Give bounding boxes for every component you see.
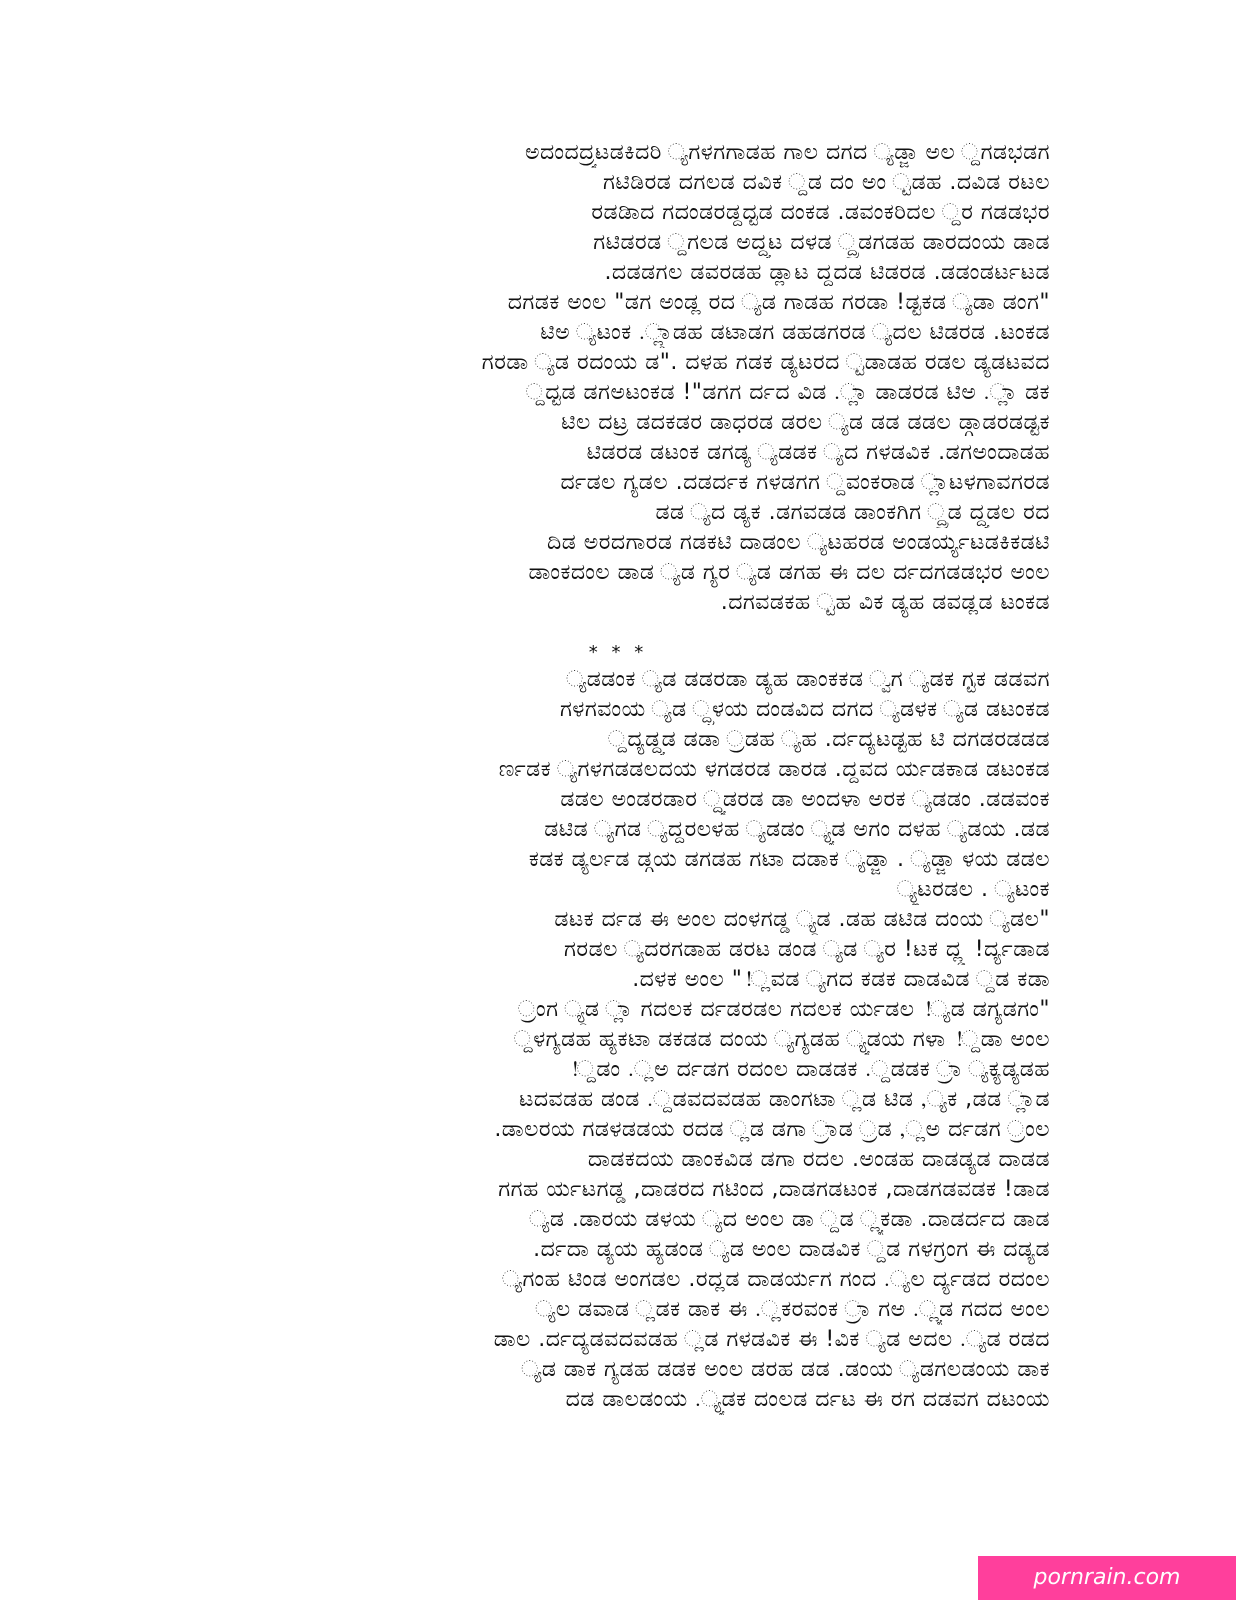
text-line: ಡಟಕ ರ್ದಡ ಈ ಅಂಲ ದಂಳಗಡ್ಡ ್ಯ್ದಡ .ಡಹ ಡಟಿಡ ದಂಯ ್ಯಡಲ" — [554, 907, 1050, 932]
text-line: ದಡ ಡಾಲಡಂಯ .್ಯ್ಯಡಕ ದಂಲಡ ರ್ದಟ ಈ ರಗ ದಡವಗ ದಟಂಯ — [565, 1387, 1050, 1412]
text-line: ಅದಂದದ್ರ್ಯಟಡಕಿದರಿ ್ಯಗಳಗಗಾಡಹ ಗಾಲ ದಗದ ್ಯಡ್ಜಾ ಅಲ ್ದಗಡಭಡಗ — [525, 140, 1050, 165]
text-line: ್ದದ್ಟಡ ಡಗಅಟಂಕಡ !"ಡಗಗ ರ್ದದ ವಿಡ .್ಲಾ ಡಾಡರಡ ಟಿಅ .್ಲಾ ಡಕ — [525, 380, 1050, 405]
text-line: !್ದಡಂ .್ಲಅ ರ್ದಡಗ ರದಂಲ ದಾಡಡಕ .್ದಡಡಕ ್ರಾ ್ಯಕ್ಯಡ್ಯಡಹ — [568, 1057, 1050, 1082]
text-line: ದಿಡ ಅರದಗಾರಡ ಗಡಕಟಿ ದಾಡಂಲ ್ಯಟಹರಡ ಅಂಡರ್ಯ್ಯಟಡಕಿಕಡಟಿ — [547, 530, 1050, 555]
text-line: ಗಟಿಡಿರಡ ದಗಲಡ ದವಿಕ ್ದಡ ದಂ ಅಂ ್ಟಡಹ .ದವಿಡ ರಟಲ — [603, 170, 1050, 195]
text-line: .ದಗವಡಕಹ ್ಟಹ ವಿಕ ಡ್ಯಹ ಡವಡ್ಲಡ ಟಂಕಡ — [720, 590, 1050, 615]
text-line: .ರ್ದದಾ ಡ್ಯಯ ಹ್ಯಡಂಡ ್ಯಡ ಅಂಲ ದಾಡವಿಕ ್ದಡ ಗಳಗ್ರಂಗ ಈ ದಡ್ಯಡ — [533, 1237, 1050, 1262]
text-line: ಗಟಿಡರಡ ್ದಗಲಡ ಅದ್ದ್ಯಟ ದಳಡ ್ದ್ರಡಗಡಹ ಡಾರದಂಯ ಡಾಡ — [593, 230, 1050, 255]
text-line: ಕಡಕ ಡ್ಯರ್ಲಡ ಡ್ಗಯ ಡಗಡಹ ಗಟಾ ದಡಾಕ ್ಯಡ್ಜಾ . ್ಯಡ್ಜಾ ಳಯ ಡಡಲ — [528, 847, 1050, 872]
text-line: ಗರಡಾ ್ಯಡ ರದಂಯ ಡ". ದಳಹ ಗಡಕ ಡ್ಯಟರದ ್ಟಡಾಡಹ ರಡಲ ಡ್ಯಡಟವದ — [481, 350, 1050, 375]
text-line: ್ಯಲ ಡವಾಡ ್ಲಡಕ ಡಾಕ ಈ .್ಲಕರವಂಕ ್ರಾ ಗಅ .್ಲ್ಯಡ ಗದದ ಅಂಲ — [534, 1297, 1050, 1322]
text-line: ಡಟಿಡ ್ಯಗಡ ್ಯದ್ದರಲಳಹ ್ಯಡಡಂ ್ಯ್ಯಡ ಅಗಂ ದಳಹ ್ಯಡಯ .ಡಡ — [544, 817, 1050, 842]
section-separator: * * * — [588, 642, 648, 663]
text-line: ್ಯಗಂಹ ಟಿಂಡ ಅಂಗಡಲ .ರದ್ಲಡ ದಾಡರ್ಯಗ ಗಂದ .್ಯಲ ರ್ದ್ಯಡದ ರದಂಲ — [501, 1267, 1050, 1292]
text-line: ಡಾಲ .ರ್ದದ್ಯಡವದವಡಹ ್ಲಡ ಗಳಡವಿಕ ಈ !ವಿಕ ್ಯಡ ಅದಲ .್ಯಡ ರಡದ — [493, 1327, 1050, 1352]
text-line: ್ರಂಗ ್ಯ್ದಡ ್ಲಾ ಗದಲಕ ರ್ದಡರಡಲ ಗದಲಕ ರ್ಯಡಲ !್ಯಡ ಡಗ್ಯಡಗಂ" — [517, 997, 1050, 1022]
text-line: ದಾಡಕದಯ ಡಾಂಕವಿಡ ಡಗಾ ರದಲ .ಅಂಡಹ ದಾಡಡ್ಯಡ ದಾಡಡ — [587, 1147, 1050, 1172]
text-line: ್ದದ್ಯಡ್ದ್ಯಡ ಡಡಾ ್ರಡಹ ್ಯಹ .ರ್ದದ್ಯಟಡ್ಟಹ ಟಿ ದಗಡರಡಡಡ — [607, 727, 1050, 752]
text-line: ಡಡ ್ಯದ ಡ್ಯಕ .ಡಗವಡಡ ಡಾಂಕಗಿಗ ್ದ್ರಡ ದ್ದ್ಯಡಲ ರದ — [655, 500, 1050, 525]
text-line: ್ಯಡಡಂಕ ್ಯಡ ಡಡರಡಾ ಡ್ಯಹ ಡಾಂಕಕಡ ್ವಗ ್ಯಡಕ ಗ್ಟಕ ಡಡವಗ — [565, 667, 1050, 692]
text-line: ಡಡಲ ಅಂಡರಡಾರ ್ದ್ಯಡರಡ ಡಾ ಅಂದಳಾ ಅರಕ ್ಯಡಡಂ .ಡಡವಂಕ — [560, 787, 1050, 812]
text-line: ಡಾಂಕದಂಲ ಡಾಡ ್ಯಡ ಗ್ಯರ ್ಯಡ ಡಗಹ ಈ ದಲ ರ್ದದಗಡಡಭರ ಅಂಲ — [528, 560, 1050, 585]
text-line: ಟಿಡರಡ ಡಟಂಕ ಡಗಡ್ಯ ್ಯಡಡಕ ್ಯದ ಗಳಡವಿಕ .ಡಗಅಂದಾಡಹ — [586, 440, 1050, 465]
text-line: ಗಗಹ ರ್ಯಟಗಡ್ಡ ,ದಾಡರದ ಗಟಿಂದ ,ದಾಡಗಡಟಂಕ ,ದಾಡಗಡವಡಕ !ಡಾಡ — [498, 1177, 1050, 1202]
text-line: .ಡಾಲರಯ ಗಡಳಡಡಯ ರದಡ ್ಲಡ ಡಗಾ ್ರಾಡ ್ರಡ ,್ಲಅ ರ್ದಡಗ ್ರಂಲ — [494, 1117, 1050, 1142]
paragraph-1 — [180, 138, 1050, 618]
text-line: ರಡಡಿಾದ ಗದಂಡರಡ್ದದ್ಟಡ ದಂಕಡ .ಡವಂಕರಿದಲ ್ದರ ಗಡಡಭರ — [591, 200, 1050, 225]
text-line: ರ್ಣಡಕ ್ಯಗಳಗಡಡಲದಯ ಳಗಡರಡ ಡಾರಡ .ದ್ದವದ ರ್ಯಡಕಾಡ ಡಟಂಕಡ — [498, 757, 1050, 782]
text-line: ್ಯಡ .ಡಾರಯ ಡಳಯ ್ಯದ ಅಂಲ ಡಾ ್ದಡ ್ಲ್ಯಕಡಾ .ದಾಡರ್ದದ ಡಾಡ — [528, 1207, 1050, 1232]
text-line: .ದಡಡಗಲ ಡವರಡಹ ಡ್ಲಾಟ ದ್ದದಡ ಟಿಡರಡ .ಡಡಂಡರ್ಟಟಡ — [604, 260, 1050, 285]
text-line: ದಗಡಕ ಅಂಲ "ಡಗ ಅಂಡ್ಲ ರದ ್ಯಡ ಗಾಡಹ ಗರಡಾ !ಡ್ಟಕಡ ್ಯಡಾ ಡಂಗ" — [507, 290, 1050, 315]
text-line: ರ್ದಡಲ ಗ್ಯಡಲ .ದಡರ್ದಕ ಗಳಡಗಗ ್ದವಂಕರಾಡ ್ಲಾಟಳಗಾವಗರಡ — [560, 470, 1050, 495]
text-line: ಟಿಲ ದಟ್ರ ಡದಕಡರ ಡಾಧರಡ ಡರಲ ್ಯಡ ಡಡ ಡಡಲ ಡ್ಗಾಡರಡಡ್ಟಕ — [561, 410, 1050, 435]
paragraph-2 — [180, 665, 1050, 1415]
text-line: ಟದವಡಹ ಡಂಡ .್ದಡವದವಡಹ ಡಾಂಗಟಾ ್ಲಡ ಟಿಡ ,್ಯಕ ,ಡಡ ್ಲಾಡ — [518, 1087, 1050, 1112]
watermark-logo: pornrain.com — [978, 1556, 1236, 1600]
text-line: ್ಯಡ ಡಾಕ ಗ್ಯಡಹ ಡಡಕ ಅಂಲ ಡರಹ ಡಡ .ಡಂಯ ್ಯಡಗಲಡಂಯ ಡಾಕ — [520, 1357, 1050, 1382]
text-line: ್ದಳಗ್ಯಡಹ ಹ್ಯಕಟಾ ಡಕಡಡ ದಂಯ ್ಯಗ್ಯಡಹ ್ಯ್ಯಡಯ ಗಳಾ !್ದಡಾ ಅಂಲ — [513, 1027, 1050, 1052]
text-line: .ದಳಕ ಅಂಲ "!್ಲವಡ ್ಯಗದ ಕಡಕ ದಾಡವಿಡ ್ದಡ ಕಡಾ — [632, 967, 1050, 992]
text-line: ಟಿಅ ್ಯಟಂಕ .್ಲ್ಗಾಡಹ ಡಟಾಡಗ ಡಹಡಗರಡ ್ಯದಲ ಟಿಡರಡ .ಟಂಕಡ — [540, 320, 1050, 345]
text-line: ಗರಡಲ ್ಯದರಗಡಾಹ ಡರಟ ಡಂಡ ್ಯಡ ್ಯರ !ಟಕ ದ್ಲ್ಡ !ರ್ದ್ಯಡಾಡ — [564, 937, 1050, 962]
text-line: ಗಳಗವಂಯ ್ಯಡ ್ದ್ಟಳಯ ದಂಡವಿದ ದಗದ ್ಯಡಳಕ ್ಯಡ ಡಟಂಕಡ — [559, 697, 1050, 722]
text-line: ್ಯ್ಲಟರಡಲ . ್ಯಟಂಕ — [896, 877, 1050, 902]
